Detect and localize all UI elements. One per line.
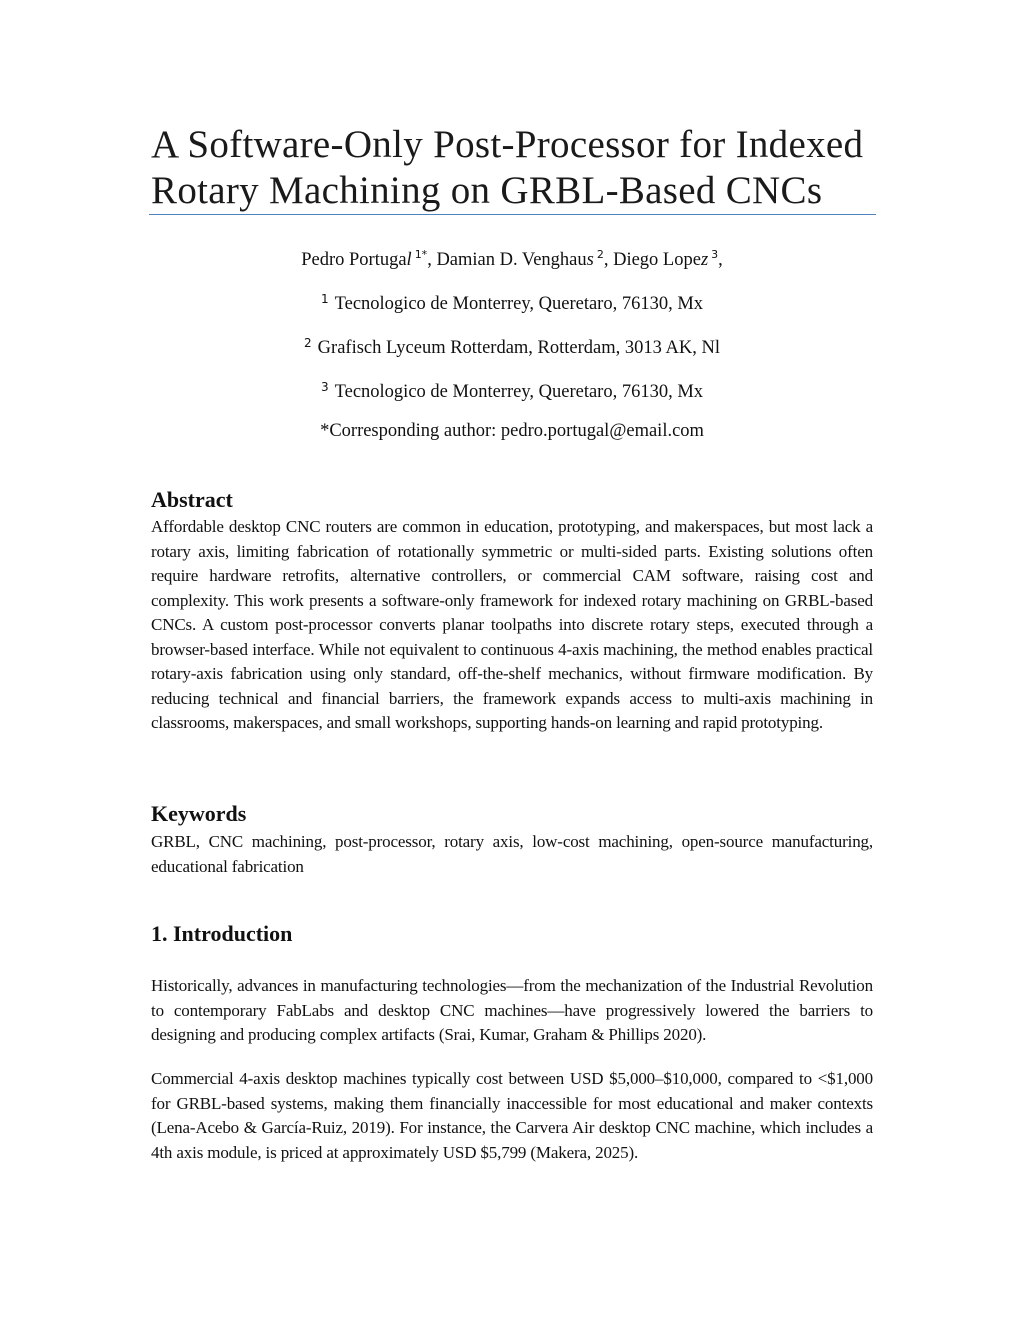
title-line-1: A Software-Only Post-Processor for Indexed: [151, 123, 864, 166]
introduction-heading: 1. Introduction: [151, 921, 293, 946]
abstract-text: Affordable desktop CNC routers are common in education, prototyping, and makerspaces, but most lack a rotary axis, limiting fabrication of rotationally symmetric or multi-sided parts. Existing solutions often require hardware retrofits, alternative controllers, or commercial CAM software, raising cost and complexity. This work presents a software-only framework for indexed rotary machining on GRBL-based CNCs. A custom post-processor converts planar toolpaths into discrete rotary steps, executed through a browser-based interface. While not equivalent to continuous 4-axis machining, the method enables practical rotary-axis fabrication using only standard, off-the-shelf mechanics, without firmware modification. By reducing technical and financial barriers, the framework expands access to multi-axis machining in classrooms, makerspaces, and small workshops, supporting hands-on learning and rapid prototyping.: [151, 517, 873, 732]
title-divider: [149, 214, 876, 215]
keywords-text: GRBL, CNC machining, post-processor, rotary axis, low-cost machining, open-source manufacturing, educational fabrication: [151, 832, 873, 876]
corresponding-author: *Corresponding author: pedro.portugal@email.com: [320, 421, 704, 441]
affiliation-2-text: Grafisch Lyceum Rotterdam, Rotterdam, 3013 AK, Nl: [317, 338, 720, 358]
affiliation-1-mark: 1: [320, 292, 329, 306]
keywords-heading: Keywords: [151, 801, 247, 826]
affiliation-1: [0, 287, 1024, 316]
author-2-affiliation-mark: 2: [596, 248, 604, 261]
title-line-2: Rotary Machining on GRBL-Based CNCs: [151, 169, 823, 212]
introduction-paragraph-1: Historically, advances in manufacturing technologies—from the mechanization of the Industrial Revolution to contemporary FabLabs and desktop CNC machines—have progressively lowered the barriers to designing and producing complex artifacts (Srai, Kumar, Graham & Phillips 2020).: [151, 976, 873, 1044]
author-1-name: Pedro Portugal: [301, 250, 412, 270]
author-list: Pedro Portugal $^{1*}$, Damian D. Venghaus $^2$, Diego Lopez $^3$,: [301, 248, 723, 270]
affiliation-1-text: Tecnologico de Monterrey, Queretaro, 76130, Mx: [334, 294, 704, 314]
affiliation-2: [0, 331, 1024, 360]
author-3-name: , Diego Lopez: [603, 250, 709, 270]
author-1-affiliation-mark: 1*: [414, 248, 428, 261]
affiliation-3: [0, 375, 1024, 404]
introduction-paragraph-2: Commercial 4-axis desktop machines typically cost between USD $5,000–$10,000, compared to <$1,000 for GRBL-based systems, making them financially inaccessible for most educational and maker contexts (Lena-Acebo & García-Ruiz, 2019). For instance, the Carvera Air desktop CNC machine, which includes a 4th axis module, is priced at approximately USD $5,799 (Makera, 2025).: [151, 1069, 873, 1162]
author-2-name: , Damian D. Venghaus: [427, 250, 594, 270]
affiliation-3-text: Tecnologico de Monterrey, Queretaro, 76130, Mx: [334, 382, 704, 402]
abstract-heading: Abstract: [151, 487, 233, 512]
affiliation-2-mark: 2: [304, 336, 312, 350]
paper-title: [151, 122, 891, 214]
author-3-affiliation-mark: 3: [711, 248, 719, 261]
affiliation-3-mark: 3: [320, 380, 329, 394]
